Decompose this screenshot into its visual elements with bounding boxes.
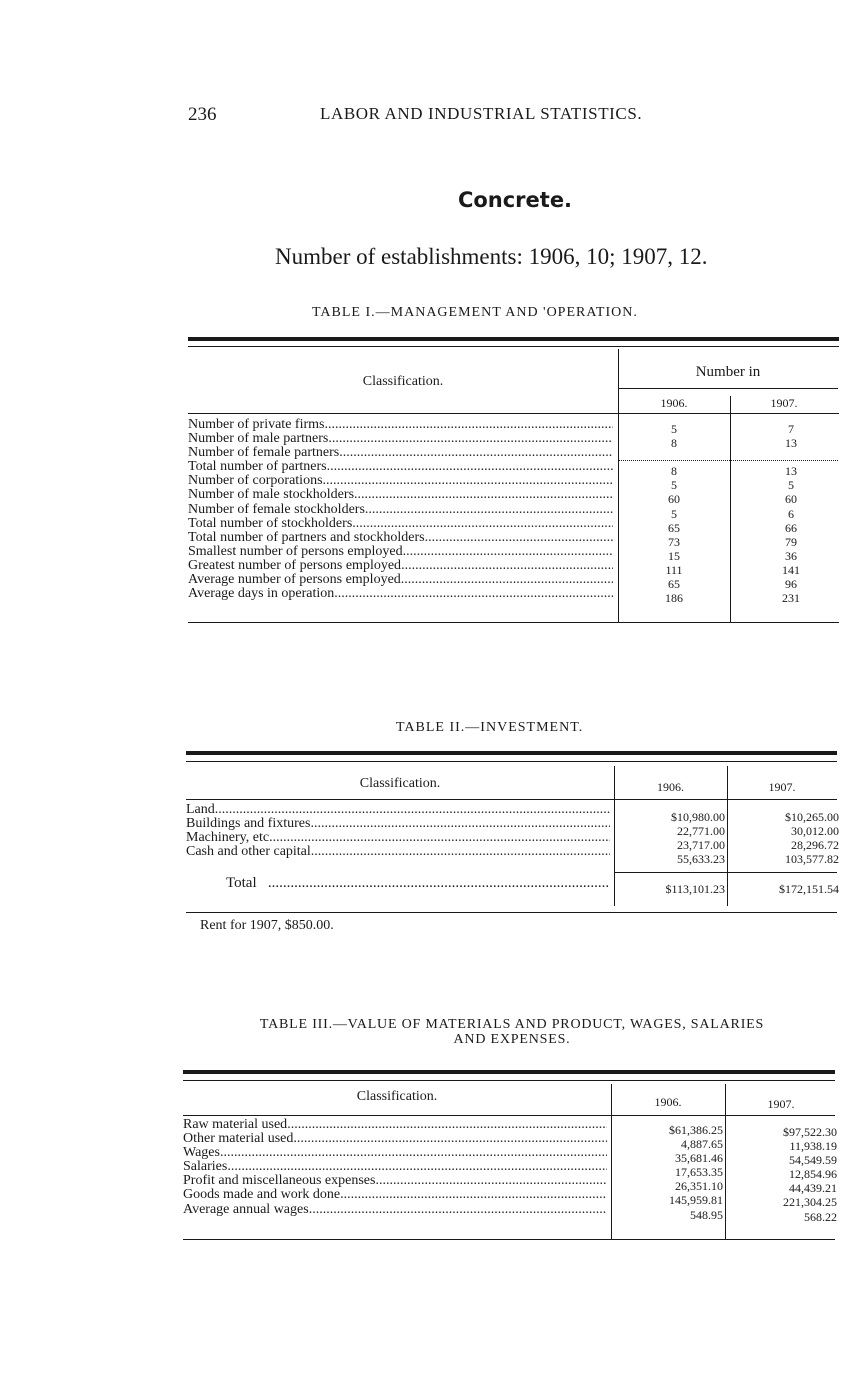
table-row-label: [188, 474, 613, 488]
cell-v1906: 17,653.35: [675, 1165, 723, 1180]
table3-title-line1: TABLE III.—VALUE OF MATERIALS AND PRODUCT, WAGES, SALARIES: [259, 1017, 765, 1032]
row-label: Number of private firms: [188, 418, 325, 432]
table-row-label: [183, 1203, 607, 1217]
table3-col-classification: Classification.: [356, 1089, 438, 1104]
table3-values-1907: [725, 1125, 837, 1224]
table3-labels: [183, 1118, 607, 1217]
leader-dots: [323, 474, 613, 488]
row-label: Total number of stockholders: [188, 516, 353, 531]
cell-v1906: $10,980.00: [671, 810, 725, 824]
table1-title: TABLE I.—MANAGEMENT AND 'OPERATION.: [312, 305, 638, 320]
cell-v1907: 141: [782, 562, 800, 577]
row-label: Average annual wages: [183, 1202, 309, 1217]
leader-dots: [328, 432, 613, 446]
row-label: Total number of partners: [188, 460, 327, 475]
leader-dots: [269, 831, 610, 845]
table1-col-1906: 1906.: [660, 396, 688, 410]
table2-total-rule: [614, 872, 837, 873]
row-label: Wages: [183, 1146, 220, 1161]
cell-v1907: 231: [782, 591, 800, 606]
row-label: Average days in operation: [188, 587, 335, 602]
row-label: Land: [186, 803, 215, 817]
row-label: Salaries: [183, 1160, 228, 1175]
table2-col-1906: 1906.: [657, 780, 684, 794]
table1-bottom-rule: [188, 622, 839, 623]
row-label: Number of female partners: [188, 446, 340, 461]
row-label: Raw material used: [183, 1118, 288, 1132]
row-label: Number of corporations: [188, 474, 323, 489]
table2-header-rule: [186, 799, 837, 800]
cell-v1906: 26,351.10: [675, 1179, 723, 1194]
table2-values-1907: [727, 810, 839, 866]
cell-v1907: 568.22: [804, 1209, 837, 1224]
rent-note: Rent for 1907, $850.00.: [200, 918, 334, 933]
cell-v1906: 60: [668, 492, 680, 507]
cell-v1907: 79: [785, 534, 797, 549]
cell-v1906: 22,771.00: [677, 824, 725, 839]
cell-v1907: 66: [785, 520, 797, 535]
table3-top-rule: [183, 1070, 835, 1074]
table3-values-1906: [611, 1123, 723, 1222]
cell-v1907: 12,854.96: [789, 1167, 837, 1182]
cell-v1907: 13: [785, 436, 797, 451]
table1-col-classification: Classification.: [362, 374, 444, 389]
running-title: LABOR AND INDUSTRIAL STATISTICS.: [320, 104, 643, 123]
leader-dots: [227, 1160, 607, 1174]
table-row-label: [183, 1132, 607, 1146]
leader-dots: [293, 1132, 607, 1146]
row-label: Number of male stockholders: [188, 488, 355, 503]
cell-v1906: 55,633.23: [677, 852, 725, 867]
establishments-line: Number of establishments: 1906, 10; 1907, 12.: [275, 244, 708, 269]
row-label: Average number of persons employed: [188, 573, 401, 588]
cell-v1906: 5: [671, 422, 677, 436]
leader-dots: [287, 1118, 607, 1132]
cell-v1906: 35,681.46: [675, 1151, 723, 1166]
table1-group-rule: [618, 388, 838, 389]
leader-dots: [311, 845, 610, 859]
row-label: Machinery, etc: [186, 831, 270, 846]
cell-v1906: [618, 450, 730, 464]
cell-v1907: 36: [785, 548, 797, 563]
leader-dots: [220, 1146, 607, 1160]
section-title: Concrete.: [457, 188, 573, 212]
cell-v1906: 4,887.65: [681, 1137, 723, 1152]
leader-dots: [401, 573, 613, 587]
leader-dots: [324, 418, 613, 432]
table-row-label: [188, 460, 613, 474]
cell-v1907: 5: [788, 478, 794, 493]
leader-dots: [365, 503, 613, 517]
table-row-label: [188, 531, 613, 545]
cell-v1907: 54,549.59: [789, 1153, 837, 1168]
row-label: Goods made and work done: [183, 1188, 341, 1203]
leader-dots: [215, 803, 610, 817]
table-row-label: [188, 545, 613, 559]
table-row-label: [188, 573, 613, 587]
cell-v1906: 5: [671, 506, 677, 521]
cell-v1907: 96: [785, 577, 797, 592]
table-row-label: [188, 559, 613, 573]
cell-v1906: 73: [668, 534, 680, 549]
table-row-label: [186, 817, 610, 831]
cell-v1906: 65: [668, 520, 680, 535]
cell-v1907: 44,439.21: [789, 1181, 837, 1196]
cell-v1907: 6: [788, 506, 794, 521]
leader-dots: [340, 1188, 607, 1202]
table1-col-group: Number in: [695, 364, 761, 380]
row-label: Number of male partners: [188, 432, 329, 447]
page-number: 236: [188, 104, 217, 125]
cell-v1907: $10,265.00: [785, 810, 839, 824]
table3-title: [186, 1017, 838, 1047]
cell-v1907: 60: [785, 492, 797, 507]
leader-dots: [401, 559, 613, 573]
table-row-label: [188, 517, 613, 531]
table2-labels: [186, 803, 610, 859]
table2-total-1907: $172,151.54: [779, 882, 839, 896]
table-row-label: [188, 432, 613, 446]
cell-v1907: [730, 450, 852, 464]
table2-title: TABLE II.—INVESTMENT.: [396, 720, 584, 735]
table3-title-line2: AND EXPENSES.: [453, 1032, 571, 1047]
leader-dots: [354, 488, 613, 502]
leader-dots: [339, 446, 613, 460]
table-row-label: [186, 845, 610, 859]
table2-bottom-rule: [186, 912, 837, 913]
cell-v1906: 145,959.81: [669, 1193, 723, 1208]
table1-top-rule: [188, 337, 839, 341]
leader-dots: [375, 1174, 607, 1188]
table2-total-label: Total: [226, 875, 257, 891]
row-label: Cash and other capital: [186, 845, 311, 860]
table-row-label: [188, 503, 613, 517]
row-label: Smallest number of persons employed: [188, 544, 403, 559]
cell-v1907: 28,296.72: [791, 838, 839, 853]
cell-v1906: 65: [668, 577, 680, 592]
leader-dots: [352, 517, 613, 531]
cell-v1907: 11,938.19: [789, 1139, 837, 1154]
table1-col-1907: 1907.: [770, 396, 798, 410]
cell-v1907: $97,522.30: [783, 1125, 837, 1139]
table-row-label: [188, 418, 613, 432]
table-row-label: [188, 587, 613, 601]
cell-v1906: 23,717.00: [677, 838, 725, 853]
row-label: Total number of partners and stockholders: [188, 530, 425, 545]
table3-header-rule: [183, 1115, 835, 1116]
cell-v1907: 7: [788, 422, 794, 436]
table2-top-rule-thin: [186, 761, 837, 762]
table2-col-classification: Classification.: [359, 776, 441, 791]
leader-dots: [309, 1203, 607, 1217]
table2-total-1906: $113,101.23: [665, 882, 725, 896]
cell-v1906: 548.95: [690, 1207, 723, 1222]
table1-labels: [188, 418, 613, 601]
table2-values-1906: [614, 810, 725, 866]
table-row-label: [188, 488, 613, 502]
table3-col-1907: 1907.: [767, 1097, 795, 1111]
table-row-label: [183, 1160, 607, 1174]
row-label: Number of female stockholders: [188, 502, 365, 517]
cell-v1906: 8: [671, 436, 677, 451]
table-row-label: [188, 446, 613, 460]
cell-v1907: 30,012.00: [791, 824, 839, 839]
cell-v1907: 13: [785, 464, 797, 479]
leader-dots: [334, 587, 613, 601]
table-row-label: [183, 1118, 607, 1132]
table2-top-rule: [186, 751, 837, 755]
table3-col-1906: 1906.: [654, 1095, 682, 1109]
row-label: Profit and miscellaneous expenses: [183, 1174, 376, 1189]
table-row-label: [183, 1174, 607, 1188]
leader-dots: [403, 545, 613, 559]
cell-v1906: $61,386.25: [669, 1123, 723, 1137]
table1-header-rule: [188, 413, 839, 414]
leader-dots: [310, 817, 610, 831]
cell-v1906: 8: [671, 464, 677, 479]
cell-v1907: 221,304.25: [783, 1195, 837, 1210]
table-row-label: [183, 1146, 607, 1160]
table2-total-row: [226, 875, 610, 891]
leader-dots: [327, 460, 613, 474]
cell-v1907: 103,577.82: [785, 852, 839, 867]
cell-v1906: 5: [671, 478, 677, 493]
table1-values-1907: [730, 422, 852, 605]
row-label: Greatest number of persons employed: [188, 558, 402, 573]
table3-top-rule-thin: [183, 1080, 835, 1081]
cell-v1906: 15: [668, 548, 680, 563]
cell-v1906: 186: [665, 591, 683, 606]
table-row-label: [183, 1188, 607, 1202]
row-label: Buildings and fixtures: [186, 817, 311, 832]
table1-top-rule-thin: [188, 346, 839, 347]
table3-bottom-rule: [183, 1239, 835, 1240]
table-row-label: [186, 803, 610, 817]
table2-col-1907: 1907.: [768, 780, 796, 794]
cell-v1906: 111: [665, 562, 683, 577]
leader-dots: [425, 531, 613, 545]
table1-values-1906: [618, 422, 730, 605]
row-label: Other material used: [183, 1132, 294, 1147]
table-row-label: [186, 831, 610, 845]
